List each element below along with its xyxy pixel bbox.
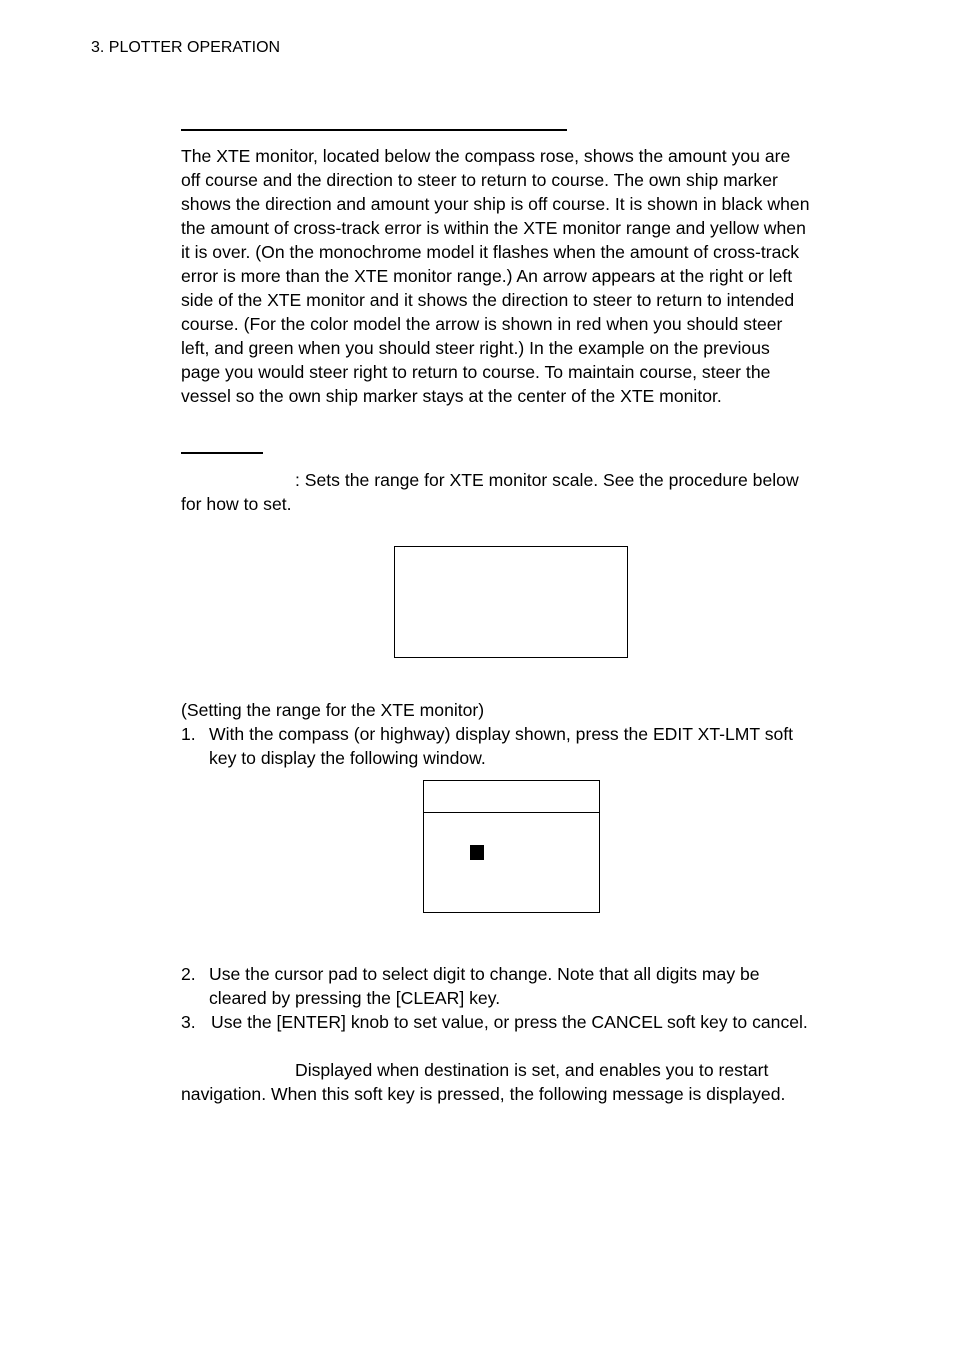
step-text-cont: key to display the following window. — [209, 748, 486, 768]
step-number: 3. — [181, 1012, 196, 1032]
paragraph-line: it is over. (On the monochrome model it flashes when the amount of cross-track — [181, 242, 800, 262]
paragraph-line: error is more than the XTE monitor range.) An arrow appears at the right or left — [181, 266, 793, 286]
paragraph-line: the amount of cross-track error is within the XTE monitor range and yellow when — [181, 218, 806, 238]
paragraph-line: left, and green when you should steer right.) In the example on the previous — [181, 338, 770, 358]
window-title-divider — [424, 812, 599, 813]
restart-description-cont: navigation. When this soft key is pressed, the following message is displayed. — [181, 1084, 786, 1104]
step-text: Use the [ENTER] knob to set value, or press the CANCEL soft key to cancel. — [211, 1012, 808, 1032]
paragraph-line: course. (For the color model the arrow is shown in red when you should steer — [181, 314, 783, 334]
paragraph-line: The XTE monitor, located below the compass rose, shows the amount you are — [181, 146, 791, 166]
edit-xt-lmt-description: : Sets the range for XTE monitor scale. See the procedure below — [295, 470, 799, 490]
section-heading-rule — [181, 129, 567, 131]
step-text-cont: cleared by pressing the [CLEAR] key. — [209, 988, 501, 1008]
paragraph-line: side of the XTE monitor and it shows the direction to steer to return to intended — [181, 290, 795, 310]
paragraph-line: off course and the direction to steer to return to course. The own ship marker — [181, 170, 778, 190]
step-number: 2. — [181, 964, 196, 984]
soft-key-figure — [394, 546, 628, 658]
edit-xt-lmt-description-cont: for how to set. — [181, 494, 292, 514]
procedure-title: (Setting the range for the XTE monitor) — [181, 700, 485, 720]
subheading-rule — [181, 452, 263, 454]
step-text: Use the cursor pad to select digit to change. Note that all digits may be — [209, 964, 760, 984]
input-cursor-block — [470, 845, 484, 860]
step-text: With the compass (or highway) display shown, press the EDIT XT-LMT soft — [209, 724, 794, 744]
paragraph-line: vessel so the own ship marker stays at the center of the XTE monitor. — [181, 386, 722, 406]
restart-description: Displayed when destination is set, and enables you to restart — [295, 1060, 769, 1080]
step-number: 1. — [181, 724, 196, 744]
xte-limit-window — [423, 780, 600, 913]
running-head: 3. PLOTTER OPERATION — [91, 39, 281, 56]
xte-monitor-paragraph — [181, 144, 861, 408]
paragraph-line: shows the direction and amount your ship is off course. It is shown in black when — [181, 194, 810, 214]
paragraph-line: page you would steer right to return to course. To maintain course, steer the — [181, 362, 771, 382]
